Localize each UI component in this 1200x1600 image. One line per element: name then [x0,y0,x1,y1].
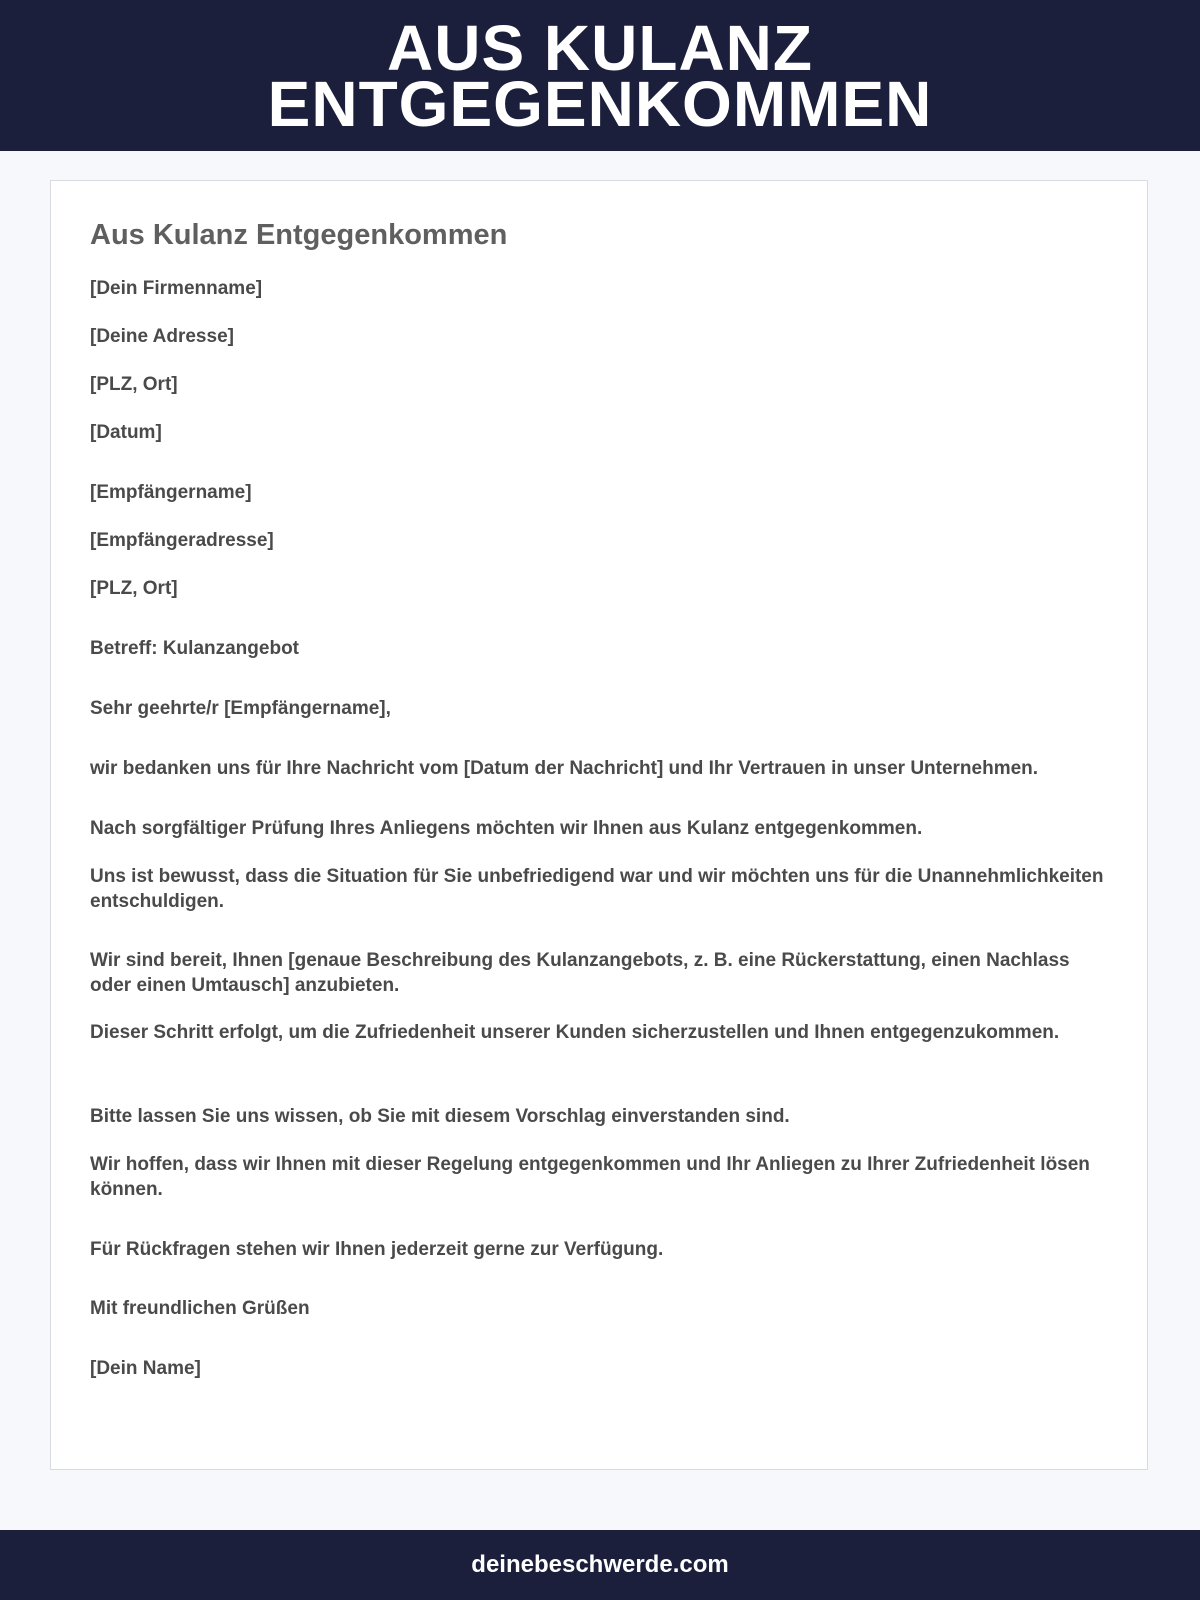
banner-title [267,11,933,140]
page-banner [0,0,1200,151]
recipient-name: [Empfängername] [90,482,252,503]
recipient-city: [PLZ, Ort] [90,578,178,599]
paragraph-5: Dieser Schritt erfolgt, um die Zufriedenheit unserer Kunden sicherzustellen und Ihnen entgegenzukommen. [90,1022,1060,1043]
letter-card [50,180,1148,1470]
letter-closing: Mit freundlichen Grüßen [90,1298,310,1319]
sender-city: [PLZ, Ort] [90,374,178,395]
paragraph-3: Uns ist bewusst, dass die Situation für Sie unbefriedigend war und wir möchten uns für die Unannehmlichkeiten entschuldigen. [90,866,1104,912]
paragraph-8: Für Rückfragen stehen wir Ihnen jederzeit gerne zur Verfügung. [90,1239,664,1260]
paragraph-1: wir bedanken uns für Ihre Nachricht vom [Datum der Nachricht] und Ihr Vertrauen in unser Unternehmen. [90,758,1039,779]
banner-title-line-1: AUS KULANZ [387,11,813,84]
paragraph-7: Wir hoffen, dass wir Ihnen mit dieser Regelung entgegenkommen und Ihr Anliegen zu Ihrer Zufriedenheit lösen können. [90,1154,1090,1200]
paragraph-6: Bitte lassen Sie uns wissen, ob Sie mit diesem Vorschlag einverstanden sind. [90,1106,790,1127]
footer-site-name: deinebeschwerde.com [471,1551,729,1578]
recipient-address: [Empfängeradresse] [90,530,274,551]
letter-salutation: Sehr geehrte/r [Empfängername], [90,698,391,719]
letter-heading: Aus Kulanz Entgegenkommen [90,219,508,251]
paragraph-4: Wir sind bereit, Ihnen [genaue Beschreibung des Kulanzangebots, z. B. eine Rückerstattung, einen Nachlass oder einen Umtausch] anzubieten. [90,950,1070,996]
banner-title-line-2: ENTGEGENKOMMEN [267,67,933,140]
sender-address: [Deine Adresse] [90,326,234,347]
page-footer [0,1530,1200,1600]
letter-signature: [Dein Name] [90,1358,201,1379]
sender-company: [Dein Firmenname] [90,278,263,299]
paragraph-2: Nach sorgfältiger Prüfung Ihres Anliegens möchten wir Ihnen aus Kulanz entgegenkommen. [90,818,923,839]
letter-date: [Datum] [90,422,162,443]
letter-subject: Betreff: Kulanzangebot [90,638,299,659]
